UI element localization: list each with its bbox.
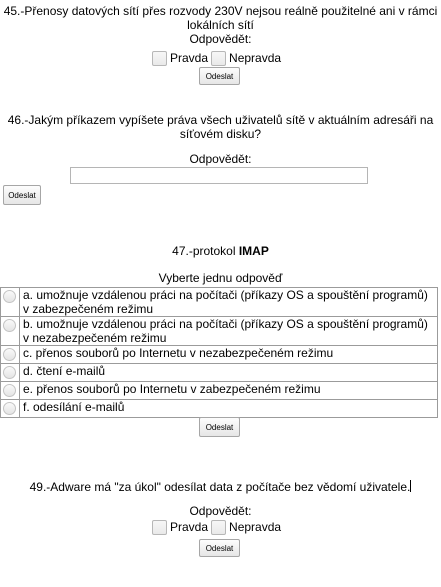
q45-true-label: Pravda <box>170 51 209 65</box>
q46-text-line2: síťovém disku? <box>179 127 262 141</box>
q45-false-label: Nepravda <box>229 51 282 65</box>
q47-option-f-radio[interactable] <box>3 402 16 415</box>
q49-false-label: Nepravda <box>229 520 282 534</box>
q47-option-c-radio[interactable] <box>3 348 16 361</box>
q47-option-radio-cell <box>1 346 20 364</box>
q47-option-row[interactable] <box>1 288 438 317</box>
q47-option-radio-cell <box>1 317 20 346</box>
q46-answer-input[interactable] <box>70 167 368 184</box>
q47-option-b-line2: v nezabezpečeném režimu <box>23 331 167 345</box>
q47-option-d-radio[interactable] <box>3 366 16 379</box>
q47-title-bold: IMAP <box>238 244 269 258</box>
q49-text: 49.-Adware má "za úkol" odesílat data z počítače bez vědomí uživatele. <box>29 480 411 494</box>
text-cursor-icon <box>410 480 411 492</box>
q49-true-false-group <box>152 518 284 536</box>
q47-option-row[interactable] <box>1 364 438 382</box>
q47-option-a-radio[interactable] <box>3 290 16 303</box>
q45-question <box>0 4 441 46</box>
q47-instruction: Vyberte jednu odpověď <box>158 271 283 285</box>
q46-text-part: 46.-Jakým příkazem vypíšete práva všech uživatelů sítě v aktuálním adresáři na <box>7 113 434 127</box>
q47-title <box>0 244 441 258</box>
q47-options-table <box>0 287 438 418</box>
q47-option-radio-cell <box>1 288 20 317</box>
q47-option-row[interactable] <box>1 317 438 346</box>
q49-answer-label: Odpovědět: <box>189 504 252 518</box>
q47-option-text-cell <box>20 317 438 346</box>
q45-text-line1: 45.-Přenosy datových sítí přes rozvody 230V nejsou reálně použitelné ani v rámci <box>3 4 438 18</box>
q47-option-b-line1: b. umožnuje vzdálenou práci na počítači (příkazy OS a spouštění programů) <box>23 317 428 331</box>
q47-option-d-text: d. čtení e-mailů <box>20 364 438 382</box>
q47-option-radio-cell <box>1 364 20 382</box>
q47-option-c-text: c. přenos souborů po Internetu v nezabezpečeném režimu <box>20 346 438 364</box>
q47-option-e-radio[interactable] <box>3 384 16 397</box>
q47-option-radio-cell <box>1 382 20 400</box>
q49-false-radio[interactable] <box>211 520 226 535</box>
q47-option-row[interactable] <box>1 400 438 418</box>
q47-option-e-text: e. přenos souborů po Internetu v zabezpečeném režimu <box>20 382 438 400</box>
q47-option-row[interactable] <box>1 346 438 364</box>
q46-answer-label: Odpovědět: <box>189 152 252 166</box>
q45-true-false-group <box>152 49 284 67</box>
q47-option-radio-cell <box>1 400 20 418</box>
q46-question <box>0 113 441 141</box>
q47-option-a-line1: a. umožnuje vzdálenou práci na počítači (příkazy OS a spouštění programů) <box>23 288 428 302</box>
q47-submit-button[interactable]: Odeslat <box>199 417 240 437</box>
q49-true-radio[interactable] <box>152 520 167 535</box>
q49-true-label: Pravda <box>170 520 209 534</box>
q45-true-radio[interactable] <box>152 51 167 66</box>
q45-submit-button[interactable]: Odeslat <box>199 67 240 85</box>
q45-answer-label: Odpovědět: <box>189 32 252 46</box>
q47-option-text-cell <box>20 288 438 317</box>
q47-title-prefix: 47.-protokol <box>172 244 239 258</box>
q46-text-line1 <box>0 113 441 127</box>
q45-false-radio[interactable] <box>211 51 226 66</box>
q47-option-f-text: f. odesílání e-mailů <box>20 400 438 418</box>
q47-option-a-line2: v zabezpečeném režimu <box>23 302 154 316</box>
q49-question <box>0 480 441 494</box>
q47-option-b-radio[interactable] <box>3 319 16 332</box>
q45-text-line2: lokálních sítí <box>187 18 254 32</box>
q46-submit-button[interactable]: Odeslat <box>3 185 41 205</box>
q49-submit-button[interactable]: Odeslat <box>199 539 240 557</box>
q47-option-row[interactable] <box>1 382 438 400</box>
